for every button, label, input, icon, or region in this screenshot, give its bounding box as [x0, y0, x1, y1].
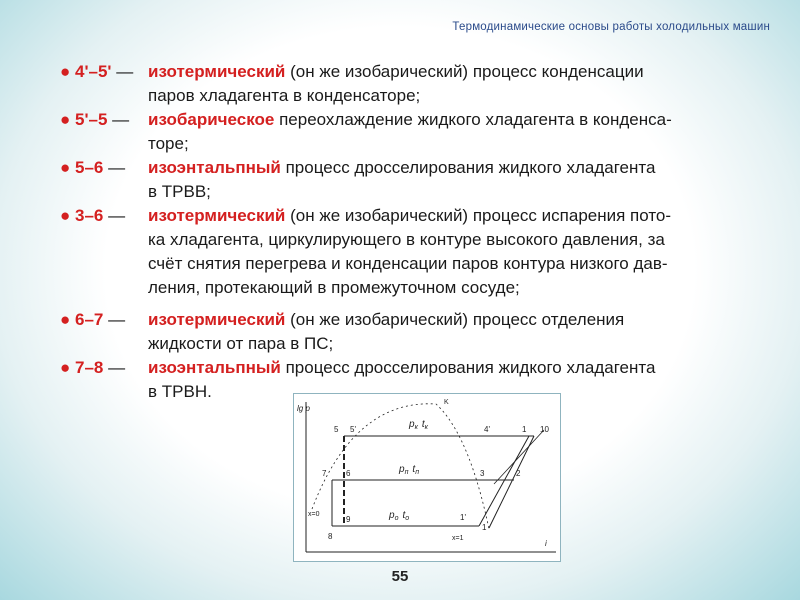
- bullet-item: [60, 204, 780, 300]
- point-label: 1: [522, 425, 527, 434]
- point-label: 3: [480, 469, 485, 478]
- bullet-item: [60, 156, 780, 204]
- bullet-label: 6–7: [75, 310, 104, 329]
- bullet-marker: ●: [60, 310, 71, 329]
- bullet-label: 5'–5: [75, 110, 108, 129]
- point-label: 5': [350, 425, 356, 434]
- isobar-high-label: $p_к$ $t_к$: [409, 419, 428, 431]
- quality-label-left: x=0: [308, 511, 320, 518]
- bullet-text: процесс дросселирования жидкого хладагента: [285, 158, 656, 177]
- point-label: 1: [482, 523, 487, 532]
- bullet-text: счёт снятия перегрева и конденсации паров контура низкого дав-: [148, 254, 668, 273]
- bullet-text: в ТРВВ;: [148, 182, 211, 201]
- bullet-term: изобарическое: [148, 110, 275, 129]
- bullet-term: изотермический: [148, 310, 286, 329]
- bullet-item: [60, 60, 780, 108]
- point-label: 8: [328, 532, 333, 541]
- bullet-dash: —: [112, 110, 130, 129]
- bullet-label: 7–8: [75, 358, 104, 377]
- quality-label-right: x=1: [452, 535, 464, 542]
- bullet-text: жидкости от пара в ПС;: [148, 334, 334, 353]
- bullet-item: [60, 308, 780, 356]
- critical-point-label: K: [444, 399, 449, 406]
- bullet-term: изоэнтальпный: [148, 158, 281, 177]
- page-number: 55: [391, 568, 409, 585]
- bullet-text: ления, протекающий в промежуточном сосуде;: [148, 278, 520, 297]
- point-label: 6: [346, 469, 351, 478]
- bullet-dash: —: [116, 62, 134, 81]
- x-axis-label: i: [545, 539, 547, 548]
- bullet-marker: ●: [60, 110, 71, 129]
- point-label: 5: [334, 425, 339, 434]
- bullet-label: 5–6: [75, 158, 104, 177]
- bullet-text: (он же изобарический) процесс конденсации: [290, 62, 644, 81]
- bullet-text: переохлаждение жидкого хладагента в конденса-: [279, 110, 672, 129]
- bullet-marker: ●: [60, 62, 71, 81]
- bullet-list: [60, 60, 780, 404]
- bullet-text: (он же изобарический) процесс отделения: [290, 310, 625, 329]
- bullet-text: ка хладагента, циркулирующего в контуре высокого давления, за: [148, 230, 665, 249]
- isobar-mid-label: $p_п$ $t_п$: [399, 464, 420, 476]
- point-label: 1': [460, 513, 466, 522]
- bullet-marker: ●: [60, 158, 71, 177]
- bullet-marker: ●: [60, 206, 71, 225]
- header-title: Термодинамические основы работы холодильных машин: [452, 21, 770, 33]
- point-label: 4': [484, 425, 490, 434]
- bullet-text: процесс дросселирования жидкого хладагента: [285, 358, 656, 377]
- bullet-text: торе;: [148, 134, 189, 153]
- bullet-term: изоэнтальпный: [148, 358, 281, 377]
- bullet-dash: —: [108, 206, 126, 225]
- bullet-term: изотермический: [148, 206, 286, 225]
- bullet-dash: —: [108, 158, 126, 177]
- bullet-item: [60, 108, 780, 156]
- bullet-label: 3–6: [75, 206, 104, 225]
- y-axis-label: lg p: [297, 404, 310, 413]
- bullet-text: (он же изобарический) процесс испарения пото-: [290, 206, 672, 225]
- point-label: 10: [540, 425, 549, 434]
- point-label: 2: [516, 469, 521, 478]
- bullet-dash: —: [108, 310, 126, 329]
- bullet-term: изотермический: [148, 62, 286, 81]
- bullet-text: паров хладагента в конденсаторе;: [148, 86, 421, 105]
- bullet-text: в ТРВН.: [148, 382, 212, 401]
- lgp-i-diagram: [293, 393, 561, 562]
- point-label: 9: [346, 515, 351, 524]
- compression-low: [479, 436, 529, 526]
- bullet-label: 4'–5': [75, 62, 112, 81]
- diagram-svg: [294, 394, 560, 561]
- point-label: 7: [322, 469, 327, 478]
- bullet-dash: —: [108, 358, 126, 377]
- isobar-low-label: $p_о$ $t_о$: [389, 510, 410, 522]
- bullet-marker: ●: [60, 358, 71, 377]
